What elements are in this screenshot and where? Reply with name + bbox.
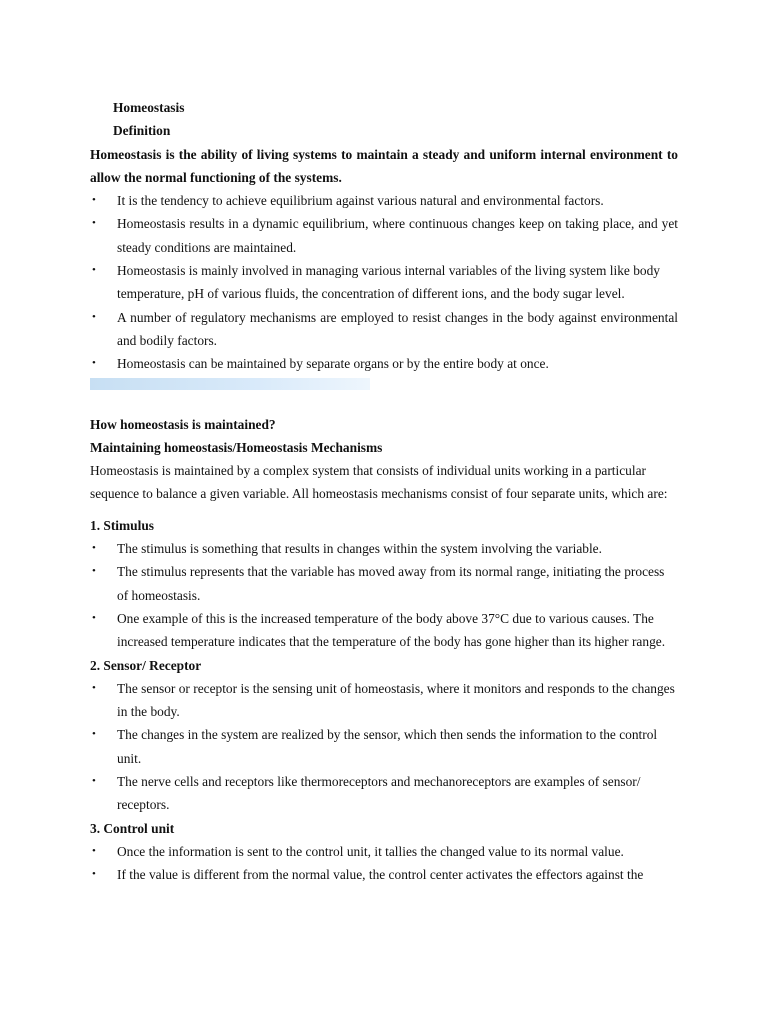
list-item: • Homeostasis is mainly involved in managing various internal variables of the living system like body temperature, pH of various fluids, the concentration of different ions, and the body sugar level.: [90, 259, 678, 306]
definition-bullet-list: [90, 189, 678, 375]
bullet-icon: •: [92, 844, 96, 857]
bullet-icon: •: [92, 728, 96, 741]
how-maintained-heading: How homeostasis is maintained?: [90, 416, 276, 432]
bullet-icon: •: [92, 681, 96, 694]
section-heading-control-unit: 3. Control unit: [90, 820, 175, 836]
list-item: • Homeostasis can be maintained by separate organs or by the entire body at once.: [90, 352, 678, 375]
bullet-icon: •: [92, 542, 96, 555]
mechanisms-heading: Maintaining homeostasis/Homeostasis Mechanisms: [90, 439, 383, 455]
document-title: Homeostasis: [113, 100, 185, 115]
list-item: • The sensor or receptor is the sensing unit of homeostasis, where it monitors and responds to the changes in the body.: [90, 677, 678, 724]
bullet-icon: •: [92, 217, 96, 230]
list-item: • One example of this is the increased temperature of the body above 37°C due to various causes. The increased temperature indicates that the temperature of the body has gone higher than its higher range.: [90, 607, 678, 654]
section-heading-stimulus: 1. Stimulus: [90, 517, 154, 533]
bullet-icon: •: [92, 194, 96, 207]
bullet-icon: •: [92, 565, 96, 578]
list-item: • Once the information is sent to the control unit, it tallies the changed value to its normal value.: [90, 840, 678, 863]
bullet-icon: •: [92, 264, 96, 277]
definition-text: Homeostasis is the ability of living systems to maintain a steady and uniform internal environment to allow the normal functioning of the systems.: [90, 146, 678, 185]
list-item: • The changes in the system are realized by the sensor, which then sends the information to the control unit.: [90, 723, 678, 770]
stimulus-bullet-list: [90, 537, 678, 653]
list-item: • The stimulus is something that results in changes within the system involving the variable.: [90, 537, 678, 560]
bullet-icon: •: [92, 611, 96, 624]
section-heading-sensor: 2. Sensor/ Receptor: [90, 657, 202, 673]
control-unit-bullet-list: [90, 840, 678, 887]
bullet-icon: •: [92, 775, 96, 788]
list-item: • It is the tendency to achieve equilibrium against various natural and environmental factors.: [90, 189, 678, 212]
mechanisms-paragraph: Homeostasis is maintained by a complex system that consists of individual units working in a particular sequence to balance a given variable. All homeostasis mechanisms consist of four separate units, which are:: [90, 463, 668, 502]
highlight-bar: [90, 378, 370, 390]
document-content: [90, 96, 678, 887]
list-item: • The stimulus represents that the variable has moved away from its normal range, initiating the process of homeostasis.: [90, 560, 678, 607]
bullet-icon: •: [92, 357, 96, 370]
list-item: • The nerve cells and receptors like thermoreceptors and mechanoreceptors are examples of sensor/ receptors.: [90, 770, 678, 817]
definition-subtitle: Definition: [113, 123, 171, 139]
bullet-icon: •: [92, 310, 96, 323]
list-item: • A number of regulatory mechanisms are employed to resist changes in the body against environmental and bodily factors.: [90, 306, 678, 353]
sensor-bullet-list: [90, 677, 678, 817]
list-item: • If the value is different from the normal value, the control center activates the effectors against the: [90, 863, 678, 886]
list-item: • Homeostasis results in a dynamic equilibrium, where continuous changes keep on taking place, and yet steady conditions are maintained.: [90, 212, 678, 259]
bullet-icon: •: [92, 868, 96, 881]
